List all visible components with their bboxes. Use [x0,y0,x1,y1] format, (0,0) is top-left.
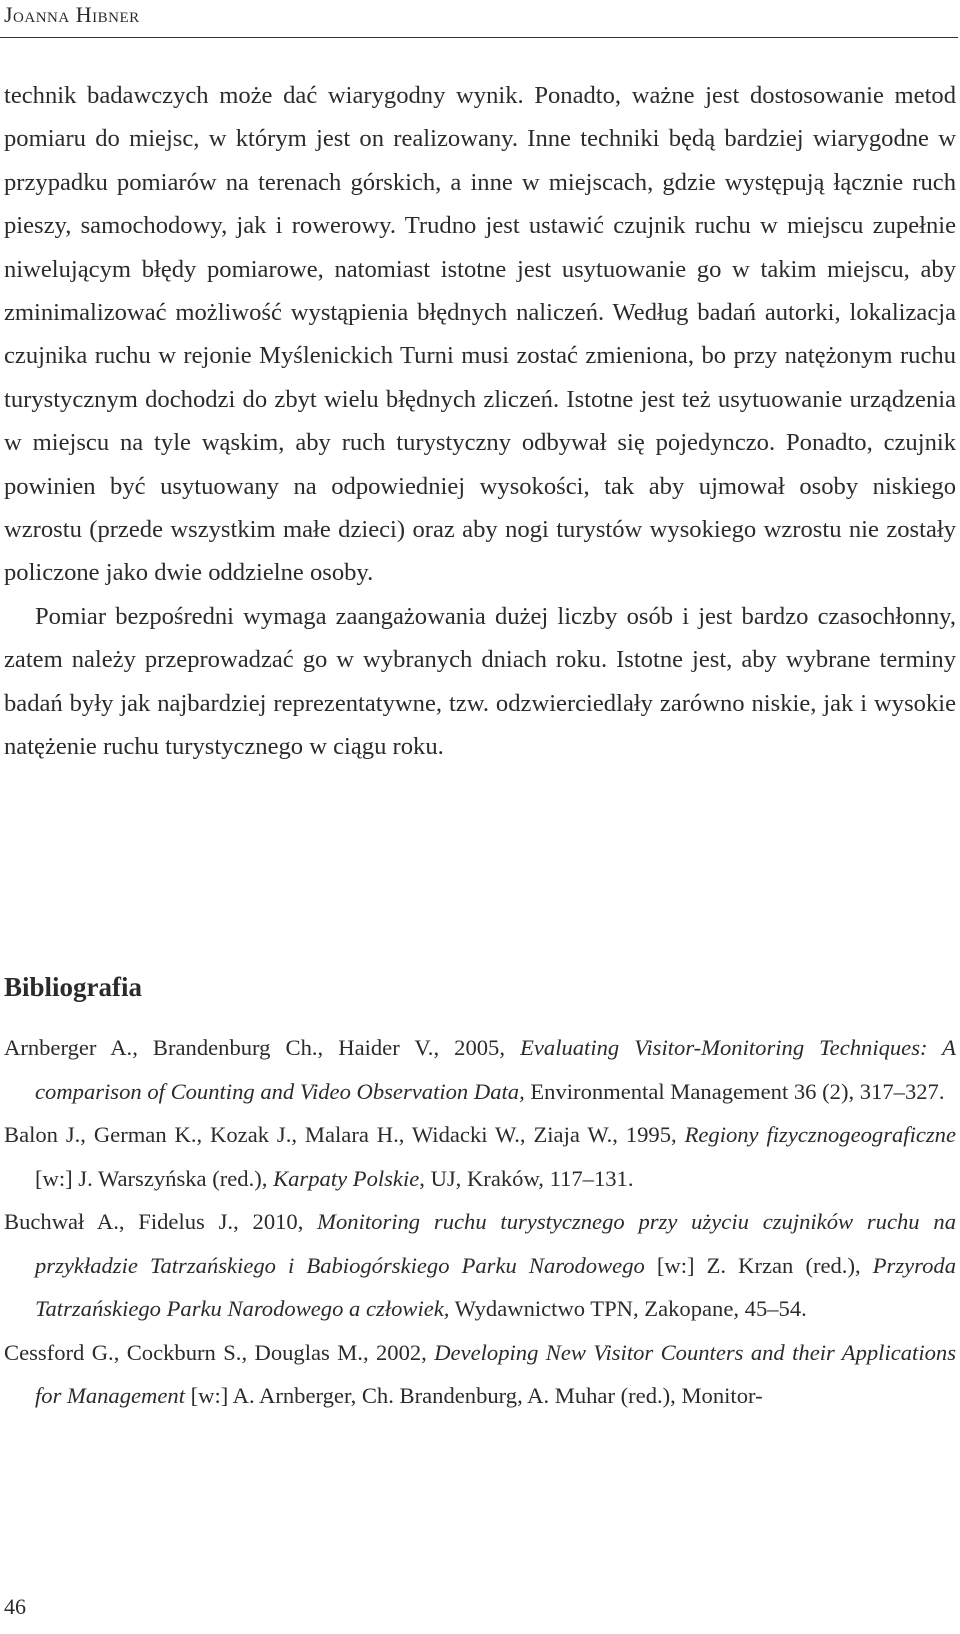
entry-editors: [w:] J. Warszyńska (red.), [35,1165,274,1191]
body-text [4,74,956,769]
entry-authors: Arnberger A., Brandenburg Ch., Haider V., 2005, [4,1035,521,1060]
entry-title: Regiony fizycznogeograficzne [684,1122,956,1147]
bibliography-entry [4,1113,956,1200]
entry-source: Wydawnictwo TPN, Zakopane, 45–54. [449,1296,807,1321]
entry-title: Monitoring ruchu turystycznego przy użyciu czujników ruchu na przykładzie Tatrzańskiego i Babiogórskiego Parku Narodowego [35,1209,956,1278]
bibliography-entry [4,1331,956,1418]
entry-authors: Balon J., German K., Kozak J., Malara H., Widacki W., Ziaja W., 1995, [4,1122,685,1147]
paragraph: technik badawczych może dać wiarygodny wynik. Ponadto, ważne jest dostosowanie metod pomiaru do miejsc, w którym jest on realizowany. Inne techniki będą bardziej wiarygodne w przypadku pomiarów na terenach górskich, a inne w miejscach, gdzie występują łącznie ruch pieszy, samochodowy, jak i rowerowy. Trudno jest ustawić czujnik ruchu w miejscu zupełnie niwelującym błędy pomiarowe, natomiast istotne jest usytuowanie go w takim miejscu, aby zminimalizować możliwość wystąpienia błędnych naliczeń. Według badań autorki, lokalizacja czujnika ruchu w rejonie Myślenickich Turni musi zostać zmieniona, bo przy natężonym ruchu turystycznym dochodzi do zbyt wielu błędnych zliczeń. Istotne jest też usytuowanie urządzenia w miejscu na tyle wąskim, aby ruch turystyczny odbywał się pojedynczo. Ponadto, czujnik powinien być usytuowany na odpowiedniej wysokości, tak aby ujmował osoby niskiego wzrostu (przede wszystkim małe dzieci) oraz aby nogi turystów wysokiego wzrostu nie zostały policzone jako dwie oddzielne osoby. [4,82,956,587]
entry-authors: Cessford G., Cockburn S., Douglas M., 2002, [4,1339,435,1365]
entry-title: Evaluating Visitor-Monitoring Techniques: A comparison of Counting and Video Observation Data, [35,1035,956,1104]
entry-source: Environmental Management 36 (2), 317–327. [524,1078,945,1104]
entry-authors: Buchwał A., Fidelus J., 2010, [4,1209,318,1234]
bibliography-entry [4,1200,956,1331]
entry-editors: [w:] Z. Krzan (red.), [644,1252,873,1278]
page-number: 46 [4,1594,26,1619]
paragraph: Pomiar bezpośredni wymaga zaangażowania dużej liczby osób i jest bardzo czasochłonny, zatem należy przeprowadzać go w wybranych dniach roku. Istotne jest, aby wybrane terminy badań były jak najbardziej reprezentatywne, tzw. odzwierciedlały zarówno niskie, jak i wysokie natężenie ruchu turystycznego w ciągu roku. [4,602,956,761]
entry-source: [w:] A. Arnberger, Ch. Brandenburg, A. Muhar (red.), Monitor- [184,1383,763,1408]
entry-book-title: Karpaty Polskie [273,1165,420,1191]
bibliography-list [4,1026,956,1418]
entry-book-title: Przyroda Tatrzańskiego Parku Narodowego a człowiek, [35,1252,956,1321]
header-rule [0,37,958,38]
bibliography-entry [4,1026,956,1113]
section-title: Bibliografia [4,972,143,1002]
entry-source: , UJ, Kraków, 117–131. [419,1165,634,1191]
running-head: Joanna Hibner [4,2,140,27]
entry-title: Developing New Visitor Counters and their Applications for Management [35,1339,956,1408]
